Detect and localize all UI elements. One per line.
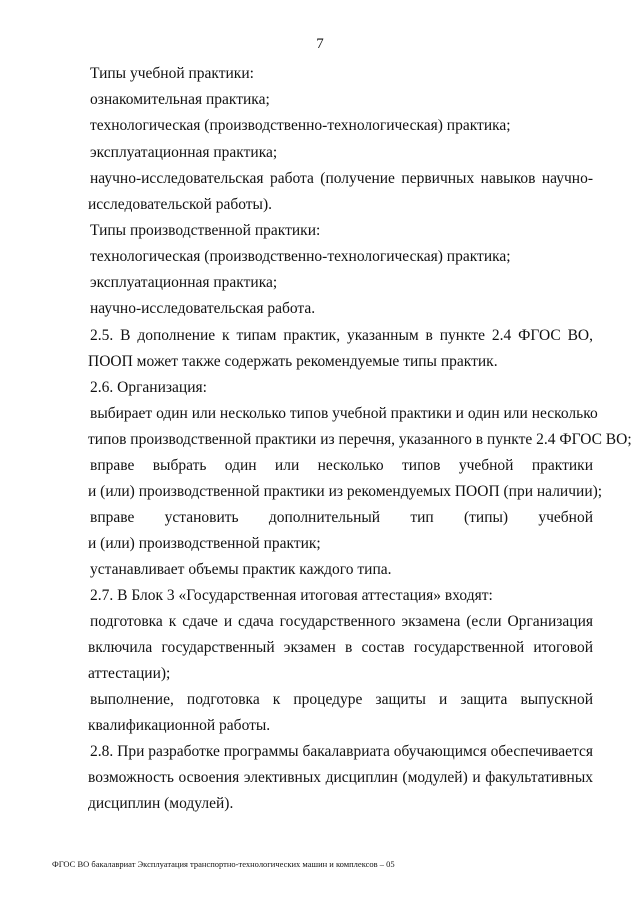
paragraph-line: 2.8. При разработке программы бакалавриата обучающимся обеспечивается [90, 743, 593, 760]
paragraph-line: вправе установить дополнительный тип (типы) учебной [90, 509, 593, 526]
paragraph-line: квалификационной работы. [88, 717, 271, 734]
paragraph-line: подготовка к сдаче и сдача государственного экзамена (если Организация [90, 613, 593, 630]
paragraph-line: эксплуатационная практика; [90, 144, 278, 161]
paragraph-line: эксплуатационная практика; [90, 274, 278, 291]
paragraph-line: 2.6. Организация: [90, 379, 207, 396]
paragraph-line: научно-исследовательская работа. [90, 300, 316, 317]
paragraph-line: выполнение, подготовка к процедуре защиты и защита выпускной [90, 691, 593, 708]
page-footer: ФГОС ВО бакалавриат Эксплуатация транспортно-технологических машин и комплексов – 05 [52, 859, 395, 869]
paragraph-line: исследовательской работы). [88, 196, 272, 213]
paragraph-line: Типы производственной практики: [90, 222, 321, 239]
paragraph-line: дисциплин (модулей). [88, 795, 234, 812]
paragraph-line: выбирает один или несколько типов учебной практики и один или несколько [90, 405, 598, 422]
paragraph-line: ознакомительная практика; [90, 91, 270, 108]
page-number: 7 [316, 36, 324, 52]
paragraph-line: 2.7. В Блок 3 «Государственная итоговая аттестация» входят: [90, 587, 493, 604]
paragraph-line: типов производственной практики из перечня, указанного в пункте 2.4 ФГОС ВО; [88, 431, 632, 448]
paragraph-line: технологическая (производственно-технологическая) практика; [90, 248, 511, 265]
paragraph-line: включила государственный экзамен в состав государственной итоговой [88, 639, 593, 656]
paragraph-line: вправе выбрать один или несколько типов учебной практики [90, 457, 593, 474]
paragraph-line: ПООП может также содержать рекомендуемые типы практик. [88, 353, 498, 370]
paragraph-line: научно-исследовательская работа (получение первичных навыков научно- [90, 170, 593, 187]
paragraph-line: 2.5. В дополнение к типам практик, указанным в пункте 2.4 ФГОС ВО, [90, 327, 593, 344]
paragraph-line: и (или) производственной практик; [88, 535, 321, 552]
paragraph-line: Типы учебной практики: [90, 65, 254, 82]
paragraph-line: возможность освоения элективных дисциплин (модулей) и факультативных [88, 769, 593, 786]
paragraph-line: технологическая (производственно-технологическая) практика; [90, 117, 511, 134]
paragraph-line: устанавливает объемы практик каждого типа. [90, 561, 392, 578]
paragraph-line: аттестации); [88, 665, 171, 682]
paragraph-line: и (или) производственной практики из рекомендуемых ПООП (при наличии); [88, 483, 603, 500]
